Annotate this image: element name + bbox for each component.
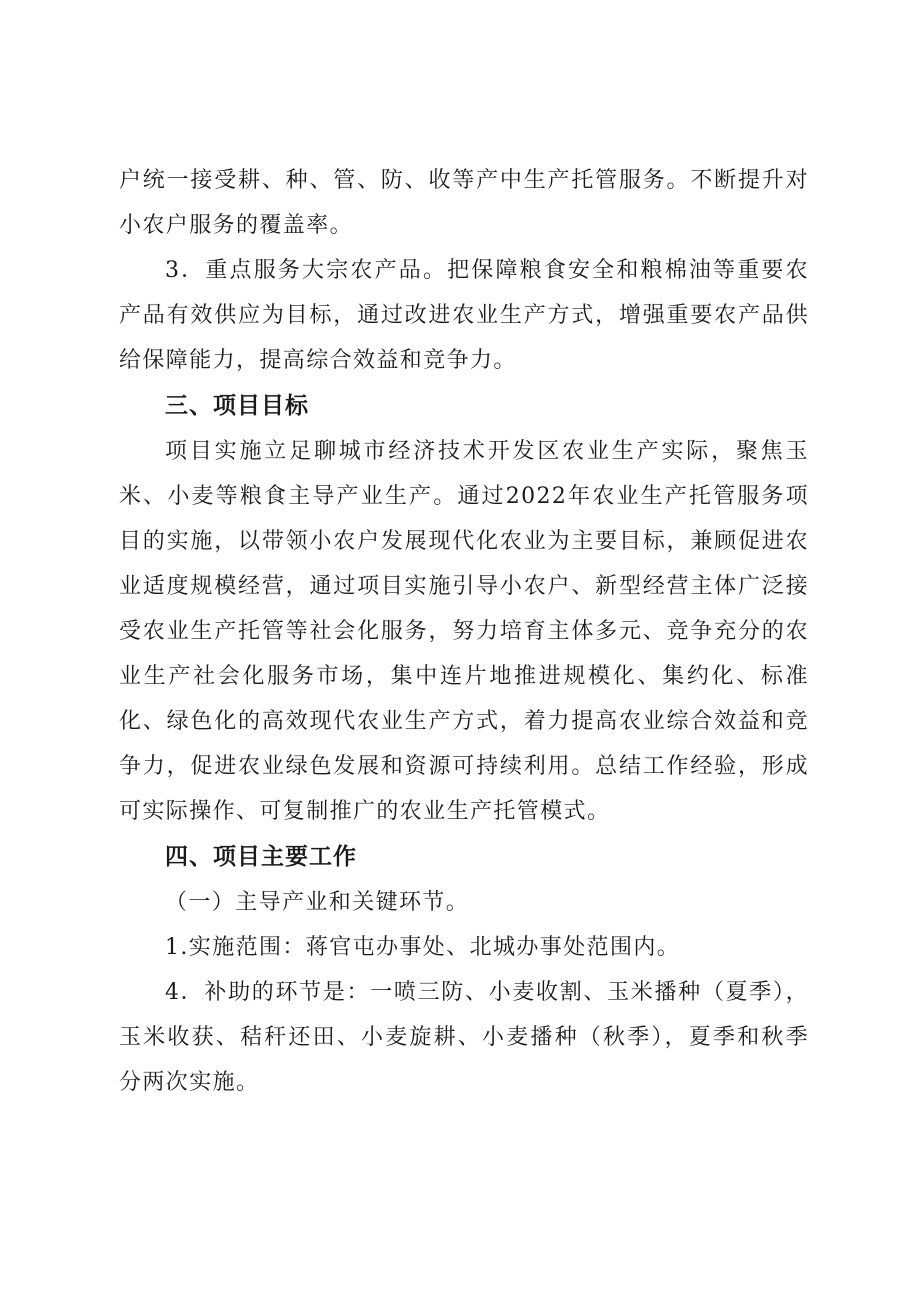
subheading-leading-industry: （一）主导产业和关键环节。 [165, 890, 470, 915]
document-body [119, 158, 809, 1105]
paragraph-item-4-subsidy: 4．补助的环节是：一喷三防、小麦收割、玉米播种（夏季），玉米收获、秸秆还田、小麦旋耕、小麦播种（秋季），夏季和秋季分两次实施。 [119, 980, 809, 1095]
paragraph-item-3: 3．重点服务大宗农产品。把保障粮食安全和粮棉油等重要农产品有效供应为目标，通过改进农业生产方式，增强重要农产品供给保障能力，提高综合效益和竞争力。 [119, 258, 809, 373]
section-heading-project-goals: 三、项目目标 [165, 393, 309, 419]
paragraph-item-1-scope: 1.实施范围：蒋官屯办事处、北城办事处范围内。 [165, 935, 681, 960]
paragraph-project-goals: 项目实施立足聊城市经济技术开发区农业生产实际，聚焦玉米、小麦等粮食主导产业生产。通过2022年农业生产托管服务项目的实施，以带领小农户发展现代化农业为主要目标，兼顾促进农业适度规模经营，通过项目实施引导小农户、新型经营主体广泛接受农业生产托管等社会化服务，努力培育主体多元、竞争充分的农业生产社会化服务市场，集中连片地推进规模化、集约化、标准化、绿色化的高效现代农业生产方式，着力提高农业综合效益和竞争力，促进农业绿色发展和资源可持续利用。总结工作经验，形成可实际操作、可复制推广的农业生产托管模式。 [119, 439, 809, 824]
paragraph-continuation: 户统一接受耕、种、管、防、收等产中生产托管服务。不断提升对小农户服务的覆盖率。 [119, 168, 809, 238]
section-heading-main-work: 四、项目主要工作 [165, 844, 357, 870]
